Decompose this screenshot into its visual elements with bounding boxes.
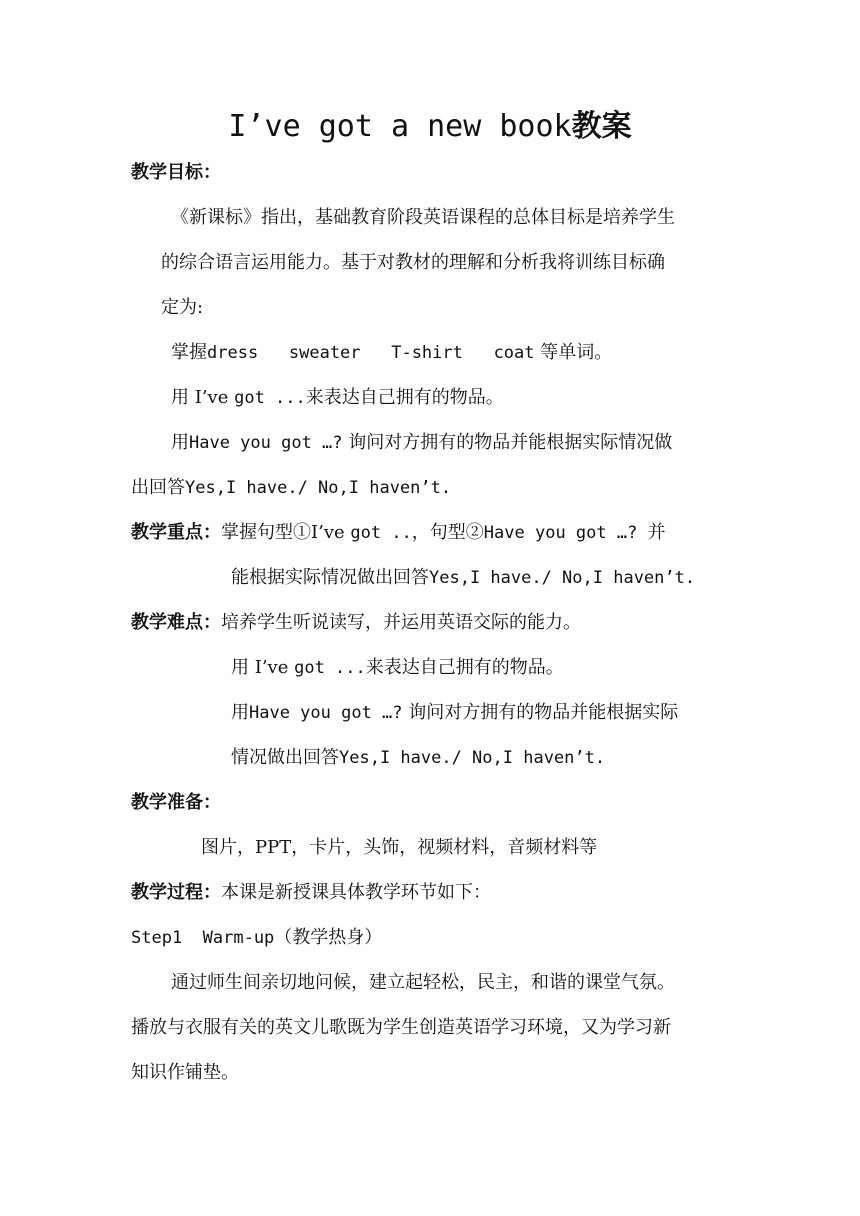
title-english: I’ve got a new book (228, 109, 572, 144)
document-title (0, 107, 860, 147)
process-heading: 教学过程： (131, 882, 221, 903)
difficulties-line-1: 教学难点：培养学生听说读写，并运用英语交际的能力。 (131, 612, 581, 633)
step1-paragraph-line-1: 通过师生间亲切地问候，建立起轻松，民主，和谐的课堂气氛。 (171, 972, 675, 993)
key-points-line-2: 能根据实际情况做出回答Yes,I have./ No,I haven’t. (231, 567, 696, 588)
objectives-paragraph-line-3: 定为: (161, 297, 204, 318)
objective-item-ive-got: 用 I’ve got ...来表达自己拥有的物品。 (171, 387, 504, 408)
preparation-items: 图片，PPT，卡片，头饰，视频材料，音频材料等 (201, 837, 598, 858)
objectives-heading: 教学目标： (131, 162, 221, 183)
vocabulary-words: dress sweater T-shirt coat (207, 343, 535, 363)
key-points-heading: 教学重点： (131, 522, 221, 543)
difficulties-line-4: 情况做出回答Yes,I have./ No,I haven’t. (231, 747, 606, 768)
process-line-1: 教学过程：本课是新授课具体教学环节如下： (131, 882, 491, 903)
objective-item-have-you-got-line-2: 出回答Yes,I have./ No,I haven’t. (131, 477, 452, 498)
step1-paragraph-line-3: 知识作铺垫。 (131, 1062, 239, 1083)
key-points-line-1: 教学重点：掌握句型①I’ve got ..，句型②Have you got …? 并 (131, 522, 666, 543)
objectives-paragraph-line-1: 《新课标》指出，基础教育阶段英语课程的总体目标是培养学生 (171, 207, 675, 228)
preparation-heading: 教学准备： (131, 792, 221, 813)
objective-item-have-you-got: 用Have you got …? 询问对方拥有的物品并能根据实际情况做 (171, 432, 673, 453)
step1-heading: Step1 Warm-up（教学热身） (131, 927, 383, 948)
difficulties-line-2: 用 I’ve got ...来表达自己拥有的物品。 (231, 657, 564, 678)
difficulties-heading: 教学难点： (131, 612, 221, 633)
title-chinese: 教案 (571, 109, 632, 144)
difficulties-line-3: 用Have you got …? 询问对方拥有的物品并能根据实际 (231, 702, 679, 723)
objective-item-vocabulary: 掌握dress sweater T-shirt coat 等单词。 (171, 342, 613, 363)
objectives-paragraph-line-2: 的综合语言运用能力。基于对教材的理解和分析我将训练目标确 (161, 252, 665, 273)
step1-paragraph-line-2: 播放与衣服有关的英文儿歌既为学生创造英语学习环境，又为学习新 (131, 1017, 671, 1038)
